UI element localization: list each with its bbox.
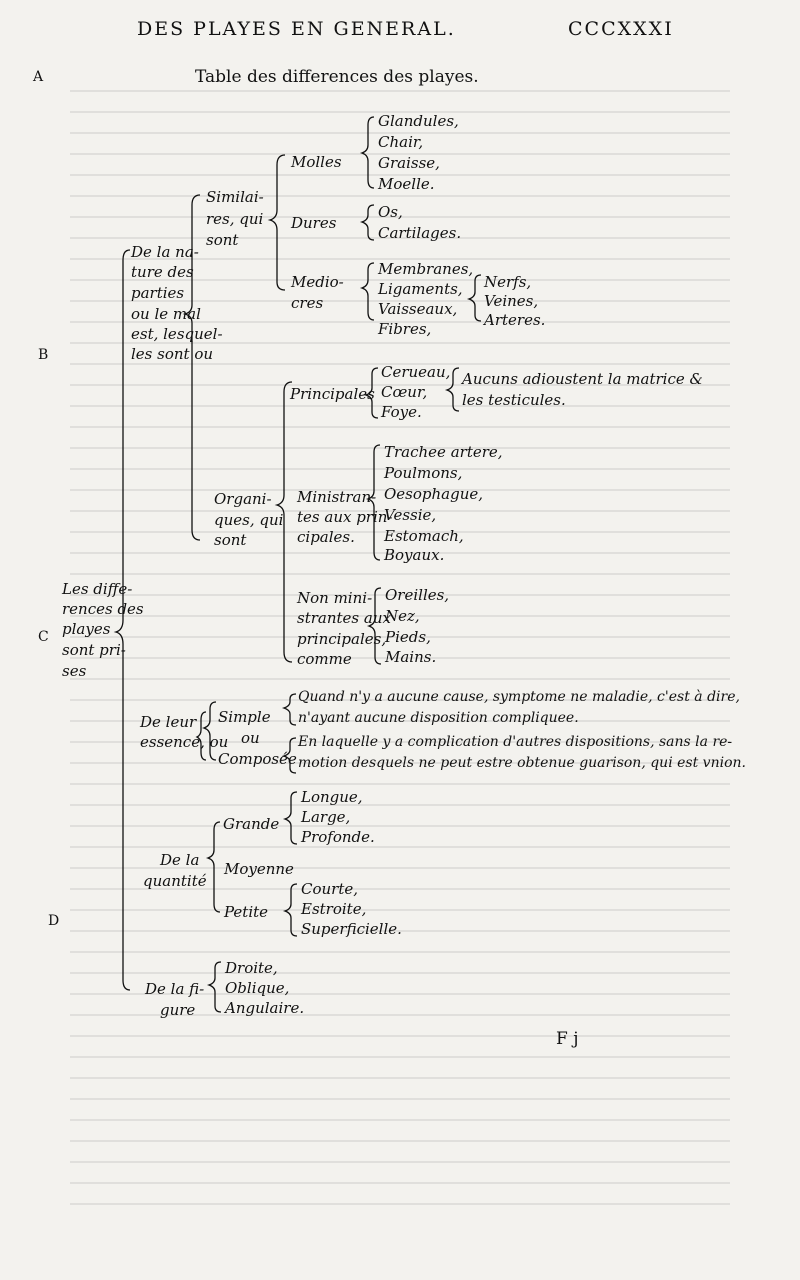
figure-item-3: Angulaire.: [225, 999, 305, 1017]
ministrantes-label-2: tes aux prin-: [297, 508, 393, 526]
similaires-label-2: res, qui: [206, 210, 264, 228]
nature-label-5: est, lesquel-: [131, 325, 223, 343]
root-label-5: ses: [62, 662, 87, 680]
margin-letter-c: C: [38, 629, 49, 645]
molles-item-1: Glandules,: [378, 112, 459, 130]
mediocres-label-2: cres: [291, 294, 324, 312]
root-label-1: Les diffe-: [62, 580, 133, 598]
mediocres-item-1: Membranes,: [378, 260, 474, 278]
mediocres-label-1: Medio-: [291, 273, 344, 291]
mediocres-sub-brace: [469, 275, 481, 321]
margin-letter-a: A: [33, 69, 44, 85]
grande-label: Grande: [223, 815, 280, 833]
principales-label: Principales: [290, 385, 375, 403]
similaires-label-1: Similai-: [206, 188, 264, 206]
principales-item-3: Foye.: [381, 403, 422, 421]
dures-brace: [362, 205, 374, 240]
mediocres-item-4: Fibres,: [378, 320, 432, 338]
essence-ou: ou: [241, 729, 260, 747]
grande-brace: [285, 792, 297, 844]
mediocres-sub-2: Veines,: [484, 292, 539, 310]
mediocres-sub-3: Arteres.: [484, 311, 546, 329]
simple-label: Simple: [218, 708, 271, 726]
molles-brace: [362, 117, 374, 188]
simple-text-1: Quand n'y a aucune cause, symptome ne maladie, c'est à dire,: [298, 689, 740, 705]
root-label-2: rences des: [62, 600, 144, 618]
figure-item-2: Oblique,: [225, 979, 290, 997]
nature-label-4: ou le mal: [131, 305, 201, 323]
non-ministrantes-label-3: principales,: [297, 630, 387, 648]
margin-letter-b: B: [38, 347, 49, 363]
root-label-4: sont pri-: [62, 641, 126, 659]
organiques-label-2: ques, qui: [214, 511, 284, 529]
figure-item-1: Droite,: [225, 959, 278, 977]
composee-label: Composée: [218, 750, 297, 768]
similaires-label-3: sont: [206, 231, 239, 249]
simple-text-2: n'ayant aucune disposition compliquee.: [298, 710, 579, 726]
petite-item-1: Courte,: [301, 880, 359, 898]
principales-note-2: les testicules.: [462, 391, 566, 409]
petite-brace: [285, 884, 297, 936]
ministrantes-label-1: Ministran-: [297, 488, 377, 506]
organiques-label-3: sont: [214, 531, 247, 549]
non-ministrantes-item-4: Mains.: [385, 648, 437, 666]
ministrantes-item-2: Poulmons,: [384, 464, 463, 482]
petite-label: Petite: [224, 903, 269, 921]
figure-brace: [209, 962, 221, 1012]
mediocres-sub-1: Nerfs,: [484, 273, 532, 291]
grande-item-2: Large,: [301, 808, 351, 826]
essence-label-2: essence, ou: [140, 733, 229, 751]
dures-item-2: Cartilages.: [378, 224, 462, 242]
ministrantes-label-3: cipales.: [297, 528, 355, 546]
nature-label-2: ture des: [131, 263, 194, 281]
nature-label-1: De la na-: [131, 243, 199, 261]
mediocres-brace: [362, 263, 374, 320]
quantite-brace: [208, 822, 220, 912]
principales-note-1: Aucuns adioustent la matrice &: [462, 370, 703, 388]
non-ministrantes-label-2: strantes aux: [297, 609, 391, 627]
non-ministrantes-item-1: Oreilles,: [385, 586, 450, 604]
grande-item-3: Profonde.: [301, 828, 375, 846]
margin-letter-d: D: [48, 913, 60, 929]
dures-item-1: Os,: [378, 203, 403, 221]
petite-item-2: Estroite,: [301, 900, 367, 918]
running-head: DES PLAYES EN GENERAL.: [137, 18, 456, 40]
principales-item-2: Cœur,: [381, 383, 428, 401]
moyenne-label: Moyenne: [224, 860, 294, 878]
dures-label: Dures: [291, 214, 337, 232]
mediocres-item-3: Vaisseaux,: [378, 300, 458, 318]
figure-label-2: gure: [160, 1001, 196, 1019]
non-ministrantes-label-1: Non mini-: [297, 589, 373, 607]
signature-mark: F j: [556, 1029, 579, 1049]
composee-text-2: motion desquels ne peut estre obtenue guarison, qui est vnion.: [298, 755, 746, 771]
quantite-label-1: De la: [160, 851, 200, 869]
ministrantes-item-4: Vessie,: [384, 506, 437, 524]
nature-label-3: parties: [131, 284, 185, 302]
grande-item-1: Longue,: [301, 788, 363, 806]
table-title: Table des differences des playes.: [195, 67, 479, 87]
molles-item-3: Graisse,: [378, 154, 440, 172]
nature-label-6: les sont ou: [131, 345, 214, 363]
molles-item-4: Moelle.: [378, 175, 435, 193]
root-brace: [116, 250, 130, 990]
essence-label-1: De leur: [140, 713, 197, 731]
principales-item-1: Cerueau,: [381, 363, 451, 381]
simple-brace: [284, 694, 296, 725]
figure-label-1: De la fi-: [145, 980, 205, 998]
mediocres-item-2: Ligaments,: [378, 280, 463, 298]
molles-label: Molles: [291, 153, 342, 171]
petite-item-3: Superficielle.: [301, 920, 402, 938]
ministrantes-item-1: Trachee artere,: [384, 443, 503, 461]
composee-text-1: En laquelle y a complication d'autres dispositions, sans la re-: [298, 734, 733, 750]
quantite-label-2: quantité: [143, 872, 207, 890]
root-label-3: playes: [62, 620, 111, 638]
similaires-brace: [270, 155, 285, 290]
ministrantes-item-5: Estomach,: [384, 527, 464, 545]
non-ministrantes-label-4: comme: [297, 650, 352, 668]
organiques-label-1: Organi-: [214, 490, 272, 508]
ministrantes-item-3: Oesophague,: [384, 485, 484, 503]
non-ministrantes-item-2: Nez,: [385, 607, 420, 625]
non-ministrantes-item-3: Pieds,: [385, 628, 431, 646]
ministrantes-item-6: Boyaux.: [384, 546, 445, 564]
folio: CCCXXXI: [568, 18, 674, 40]
molles-item-2: Chair,: [378, 133, 424, 151]
